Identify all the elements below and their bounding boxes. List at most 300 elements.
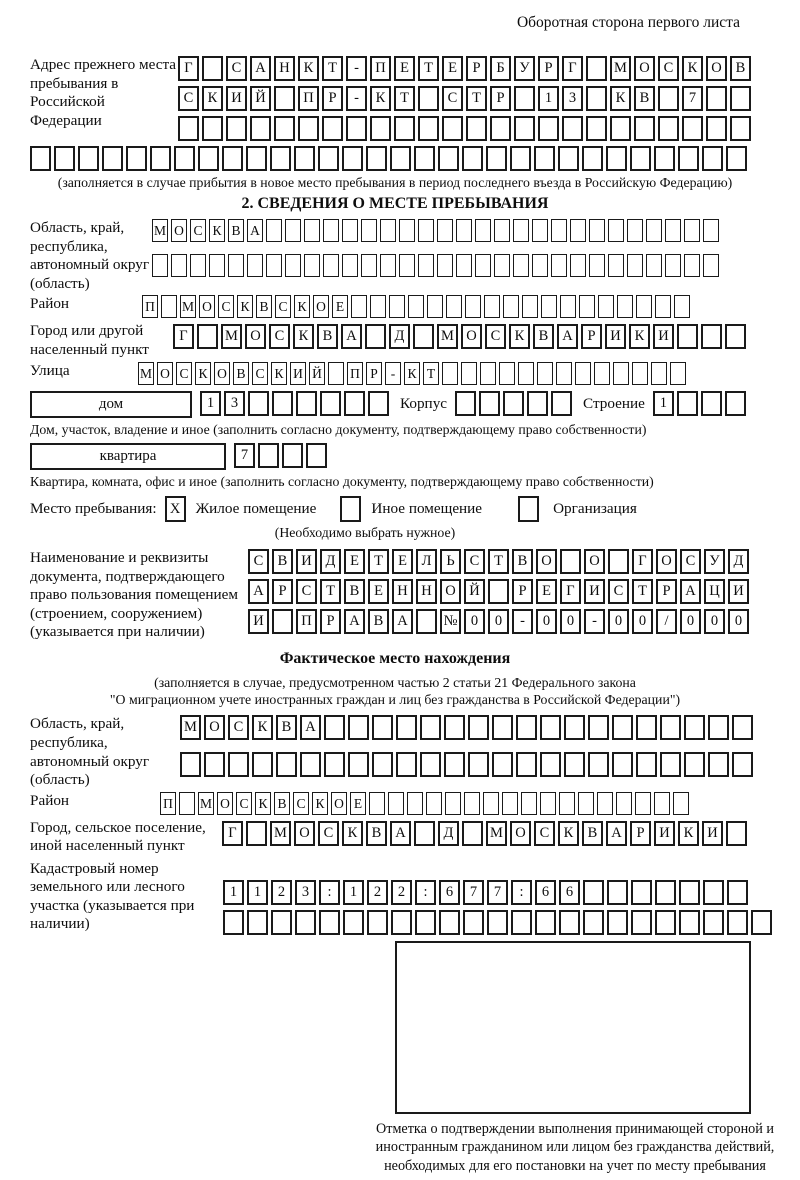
street-label: Улица bbox=[30, 361, 70, 379]
char-cell bbox=[684, 715, 705, 740]
prev-address-row-full bbox=[30, 146, 760, 171]
char-cell bbox=[562, 116, 583, 141]
char-cell bbox=[54, 146, 75, 171]
char-cell: И bbox=[226, 86, 247, 111]
char-cell: - bbox=[385, 362, 401, 385]
char-cell: 3 bbox=[224, 391, 245, 416]
char-cell: С bbox=[226, 56, 247, 81]
char-cell bbox=[487, 910, 508, 935]
char-cell: 0 bbox=[560, 609, 581, 634]
char-cell: Н bbox=[274, 56, 295, 81]
char-cell: Р bbox=[512, 579, 533, 604]
char-cell bbox=[684, 219, 700, 242]
char-cell: Т bbox=[466, 86, 487, 111]
char-cell: К bbox=[252, 715, 273, 740]
char-cell: Р bbox=[320, 609, 341, 634]
char-cell bbox=[701, 324, 722, 349]
char-cell: К bbox=[610, 86, 631, 111]
region-row-2 bbox=[152, 254, 760, 277]
char-cell bbox=[465, 295, 481, 318]
char-cell bbox=[488, 579, 509, 604]
district3-label: Район bbox=[30, 791, 70, 809]
char-cell: Н bbox=[392, 579, 413, 604]
district3-cells bbox=[160, 792, 692, 815]
char-cell: О bbox=[461, 324, 482, 349]
char-cell: М bbox=[437, 324, 458, 349]
char-cell bbox=[703, 910, 724, 935]
region-label: Область, край, республика, автономный округ (область) bbox=[30, 219, 150, 292]
char-cell: М bbox=[180, 715, 201, 740]
char-cell: С bbox=[296, 579, 317, 604]
char-cell: Е bbox=[368, 579, 389, 604]
char-cell: Й bbox=[309, 362, 325, 385]
char-cell: О bbox=[294, 821, 315, 846]
char-cell bbox=[570, 254, 586, 277]
char-cell bbox=[348, 752, 369, 777]
char-cell bbox=[483, 792, 499, 815]
char-cell bbox=[631, 880, 652, 905]
char-cell bbox=[368, 391, 389, 416]
char-cell: О bbox=[440, 579, 461, 604]
char-cell bbox=[654, 792, 670, 815]
char-cell bbox=[361, 254, 377, 277]
char-cell bbox=[372, 715, 393, 740]
char-cell: Т bbox=[488, 549, 509, 574]
char-cell: Н bbox=[416, 579, 437, 604]
char-cell: И bbox=[248, 609, 269, 634]
char-cell: К bbox=[237, 295, 253, 318]
char-cell: В bbox=[512, 549, 533, 574]
stroenie-cells bbox=[653, 391, 749, 416]
char-cell bbox=[274, 86, 295, 111]
char-cell bbox=[677, 391, 698, 416]
char-cell bbox=[588, 715, 609, 740]
char-cell: К bbox=[370, 86, 391, 111]
char-cell bbox=[670, 362, 686, 385]
char-cell bbox=[632, 362, 648, 385]
char-cell: М bbox=[152, 219, 168, 242]
char-cell bbox=[540, 752, 561, 777]
char-cell bbox=[582, 146, 603, 171]
char-cell bbox=[732, 752, 753, 777]
char-cell bbox=[446, 295, 462, 318]
char-cell: П bbox=[142, 295, 158, 318]
char-cell: С bbox=[269, 324, 290, 349]
char-cell bbox=[396, 752, 417, 777]
char-cell: В bbox=[228, 219, 244, 242]
street-row bbox=[30, 362, 760, 385]
char-cell: Д bbox=[389, 324, 410, 349]
char-cell bbox=[343, 910, 364, 935]
char-cell: П bbox=[298, 86, 319, 111]
region-row-1 bbox=[152, 219, 760, 242]
char-cell bbox=[342, 254, 358, 277]
region-grid bbox=[152, 219, 760, 277]
char-cell bbox=[673, 792, 689, 815]
char-cell bbox=[461, 362, 477, 385]
house-cells bbox=[200, 391, 392, 416]
char-cell bbox=[418, 219, 434, 242]
char-cell bbox=[586, 116, 607, 141]
char-cell bbox=[583, 880, 604, 905]
char-cell bbox=[222, 146, 243, 171]
char-cell: В bbox=[256, 295, 272, 318]
char-cell bbox=[575, 362, 591, 385]
char-cell: С bbox=[248, 549, 269, 574]
char-cell: К bbox=[509, 324, 530, 349]
char-cell: О bbox=[171, 219, 187, 242]
char-cell bbox=[413, 324, 434, 349]
char-cell: Р bbox=[538, 56, 559, 81]
char-cell bbox=[102, 146, 123, 171]
char-cell: 6 bbox=[535, 880, 556, 905]
char-cell bbox=[560, 549, 581, 574]
char-cell bbox=[631, 910, 652, 935]
char-cell bbox=[370, 116, 391, 141]
char-cell bbox=[464, 792, 480, 815]
char-cell: Г bbox=[632, 549, 653, 574]
char-cell: О bbox=[204, 715, 225, 740]
char-cell: К bbox=[293, 324, 314, 349]
char-cell: 0 bbox=[536, 609, 557, 634]
char-cell bbox=[372, 752, 393, 777]
char-cell bbox=[532, 254, 548, 277]
char-cell bbox=[418, 116, 439, 141]
cadastre-grid bbox=[223, 880, 775, 935]
char-cell: К bbox=[298, 56, 319, 81]
char-cell bbox=[479, 391, 500, 416]
char-cell bbox=[319, 910, 340, 935]
char-cell bbox=[583, 910, 604, 935]
char-cell bbox=[636, 715, 657, 740]
char-cell bbox=[438, 146, 459, 171]
char-cell: Д bbox=[438, 821, 459, 846]
char-cell bbox=[703, 880, 724, 905]
char-cell bbox=[510, 146, 531, 171]
char-cell: Р bbox=[272, 579, 293, 604]
char-cell bbox=[610, 116, 631, 141]
region-block bbox=[30, 219, 760, 293]
char-cell: Ь bbox=[440, 549, 461, 574]
char-cell: Г bbox=[560, 579, 581, 604]
char-cell bbox=[396, 715, 417, 740]
char-cell: Г bbox=[178, 56, 199, 81]
char-cell bbox=[228, 254, 244, 277]
char-cell bbox=[250, 116, 271, 141]
char-cell bbox=[540, 715, 561, 740]
district3-row bbox=[30, 792, 760, 815]
char-cell bbox=[630, 146, 651, 171]
char-cell bbox=[678, 146, 699, 171]
char-cell bbox=[462, 146, 483, 171]
char-cell: Д bbox=[320, 549, 341, 574]
char-cell bbox=[703, 254, 719, 277]
char-cell bbox=[442, 362, 458, 385]
char-cell bbox=[598, 295, 614, 318]
char-cell bbox=[494, 219, 510, 242]
char-cell bbox=[271, 910, 292, 935]
char-cell bbox=[612, 715, 633, 740]
char-cell bbox=[726, 146, 747, 171]
char-cell bbox=[708, 715, 729, 740]
char-cell bbox=[178, 116, 199, 141]
char-cell bbox=[682, 116, 703, 141]
char-cell bbox=[612, 752, 633, 777]
char-cell bbox=[420, 752, 441, 777]
char-cell bbox=[677, 324, 698, 349]
char-cell bbox=[586, 86, 607, 111]
char-cell: Г bbox=[173, 324, 194, 349]
char-cell: С bbox=[464, 549, 485, 574]
char-cell bbox=[468, 752, 489, 777]
char-cell: Й bbox=[464, 579, 485, 604]
char-cell: С bbox=[608, 579, 629, 604]
stay-type-row bbox=[30, 496, 760, 522]
char-cell bbox=[551, 391, 572, 416]
char-cell bbox=[226, 116, 247, 141]
char-cell bbox=[388, 792, 404, 815]
char-cell: Е bbox=[392, 549, 413, 574]
char-cell bbox=[342, 146, 363, 171]
char-cell bbox=[415, 910, 436, 935]
char-cell bbox=[150, 146, 171, 171]
city-cells bbox=[173, 324, 749, 349]
char-cell bbox=[427, 295, 443, 318]
char-cell bbox=[579, 295, 595, 318]
char-cell bbox=[541, 295, 557, 318]
char-cell: Р bbox=[581, 324, 602, 349]
stroenie-label: Строение bbox=[583, 394, 645, 412]
char-cell: / bbox=[656, 609, 677, 634]
char-cell bbox=[247, 254, 263, 277]
char-cell bbox=[732, 715, 753, 740]
char-cell: С bbox=[293, 792, 309, 815]
prev-address-block bbox=[30, 56, 760, 141]
house-row bbox=[30, 391, 760, 418]
char-cell bbox=[456, 219, 472, 242]
char-cell bbox=[323, 254, 339, 277]
char-cell: С bbox=[534, 821, 555, 846]
char-cell bbox=[174, 146, 195, 171]
char-cell bbox=[365, 324, 386, 349]
char-cell bbox=[511, 910, 532, 935]
char-cell: М bbox=[198, 792, 214, 815]
char-cell: 0 bbox=[632, 609, 653, 634]
char-cell: О bbox=[656, 549, 677, 574]
char-cell bbox=[318, 146, 339, 171]
char-cell bbox=[606, 146, 627, 171]
char-cell: И bbox=[296, 549, 317, 574]
char-cell bbox=[570, 219, 586, 242]
char-cell bbox=[560, 295, 576, 318]
prev-address-row-1 bbox=[178, 56, 760, 81]
char-cell bbox=[390, 146, 411, 171]
char-cell: К bbox=[342, 821, 363, 846]
char-cell bbox=[534, 146, 555, 171]
stamp-box bbox=[395, 941, 751, 1114]
char-cell: В bbox=[274, 792, 290, 815]
char-cell bbox=[399, 219, 415, 242]
char-cell: Р bbox=[366, 362, 382, 385]
char-cell: О bbox=[199, 295, 215, 318]
char-cell bbox=[537, 362, 553, 385]
char-cell bbox=[635, 792, 651, 815]
char-cell: А bbox=[248, 579, 269, 604]
char-cell bbox=[328, 362, 344, 385]
stamp-area bbox=[355, 941, 795, 1176]
char-cell bbox=[444, 715, 465, 740]
char-cell: В bbox=[233, 362, 249, 385]
char-cell: В bbox=[730, 56, 751, 81]
char-cell bbox=[513, 254, 529, 277]
char-cell bbox=[462, 821, 483, 846]
char-cell bbox=[171, 254, 187, 277]
char-cell: 7 bbox=[234, 443, 255, 468]
char-cell: 1 bbox=[247, 880, 268, 905]
char-cell bbox=[521, 792, 537, 815]
char-cell bbox=[518, 362, 534, 385]
char-cell bbox=[684, 254, 700, 277]
char-cell bbox=[276, 752, 297, 777]
char-cell: Г bbox=[562, 56, 583, 81]
apartment-caption: Квартира, комната, офис и иное (заполнить согласно документу, подтверждающему право собственности) bbox=[30, 473, 654, 489]
char-cell bbox=[266, 219, 282, 242]
char-cell bbox=[304, 254, 320, 277]
char-cell bbox=[486, 146, 507, 171]
stay-option-organization-label: Организация bbox=[553, 500, 637, 518]
char-cell: П bbox=[160, 792, 176, 815]
char-cell: М bbox=[270, 821, 291, 846]
char-cell: : bbox=[415, 880, 436, 905]
char-cell: В bbox=[366, 821, 387, 846]
char-cell: И bbox=[654, 821, 675, 846]
char-cell bbox=[198, 146, 219, 171]
char-cell bbox=[416, 609, 437, 634]
char-cell bbox=[475, 219, 491, 242]
char-cell: С bbox=[178, 86, 199, 111]
char-cell: - bbox=[512, 609, 533, 634]
char-cell bbox=[298, 116, 319, 141]
char-cell: В bbox=[317, 324, 338, 349]
cadastre-label: Кадастровый номер земельного или лесного участка (указывается при наличии) bbox=[30, 859, 195, 933]
doc-row-2 bbox=[248, 579, 760, 604]
char-cell bbox=[727, 910, 748, 935]
char-cell: Д bbox=[728, 549, 749, 574]
char-cell: К bbox=[294, 295, 310, 318]
char-cell bbox=[300, 752, 321, 777]
char-cell bbox=[414, 821, 435, 846]
char-cell bbox=[367, 910, 388, 935]
char-cell: 7 bbox=[463, 880, 484, 905]
char-cell bbox=[391, 910, 412, 935]
char-cell: К bbox=[202, 86, 223, 111]
char-cell bbox=[492, 715, 513, 740]
char-cell: А bbox=[250, 56, 271, 81]
char-cell: А bbox=[341, 324, 362, 349]
char-cell: А bbox=[247, 219, 263, 242]
char-cell bbox=[246, 146, 267, 171]
char-cell: С bbox=[485, 324, 506, 349]
char-cell: С bbox=[275, 295, 291, 318]
char-cell: С bbox=[236, 792, 252, 815]
char-cell: В bbox=[272, 549, 293, 574]
char-cell: В bbox=[634, 86, 655, 111]
char-cell bbox=[551, 219, 567, 242]
char-cell: М bbox=[221, 324, 242, 349]
char-cell bbox=[706, 116, 727, 141]
char-cell bbox=[502, 792, 518, 815]
char-cell bbox=[228, 752, 249, 777]
char-cell: 0 bbox=[728, 609, 749, 634]
char-cell: П bbox=[296, 609, 317, 634]
char-cell bbox=[348, 715, 369, 740]
char-cell bbox=[726, 821, 747, 846]
char-cell bbox=[180, 752, 201, 777]
char-cell: В bbox=[582, 821, 603, 846]
char-cell: И bbox=[290, 362, 306, 385]
region3-block bbox=[30, 715, 760, 789]
char-cell bbox=[516, 752, 537, 777]
char-cell bbox=[342, 219, 358, 242]
char-cell bbox=[589, 254, 605, 277]
char-cell bbox=[551, 254, 567, 277]
char-cell: 0 bbox=[704, 609, 725, 634]
char-cell bbox=[408, 295, 424, 318]
char-cell bbox=[247, 910, 268, 935]
char-cell bbox=[380, 219, 396, 242]
city3-label: Город, сельское поселение, иной населенный пункт bbox=[30, 818, 206, 855]
char-cell: Е bbox=[332, 295, 348, 318]
char-cell bbox=[437, 254, 453, 277]
char-cell: - bbox=[346, 86, 367, 111]
char-cell bbox=[730, 116, 751, 141]
char-cell: 0 bbox=[464, 609, 485, 634]
apartment-cells bbox=[234, 443, 330, 468]
city3-cells bbox=[222, 821, 750, 846]
char-cell bbox=[190, 254, 206, 277]
char-cell bbox=[564, 715, 585, 740]
char-cell: И bbox=[702, 821, 723, 846]
char-cell bbox=[202, 56, 223, 81]
house-box: дом bbox=[30, 391, 192, 418]
char-cell bbox=[751, 910, 772, 935]
char-cell bbox=[306, 443, 327, 468]
char-cell bbox=[725, 324, 746, 349]
char-cell: Т bbox=[368, 549, 389, 574]
char-cell bbox=[503, 295, 519, 318]
char-cell bbox=[126, 146, 147, 171]
char-cell: К bbox=[678, 821, 699, 846]
stay-type-label: Место пребывания: bbox=[30, 500, 157, 518]
char-cell: С bbox=[680, 549, 701, 574]
char-cell bbox=[369, 792, 385, 815]
char-cell bbox=[586, 56, 607, 81]
char-cell bbox=[708, 752, 729, 777]
char-cell bbox=[285, 254, 301, 277]
char-cell bbox=[399, 254, 415, 277]
doc-block bbox=[30, 549, 760, 642]
char-cell: Е bbox=[350, 792, 366, 815]
char-cell: К bbox=[271, 362, 287, 385]
char-cell: Л bbox=[416, 549, 437, 574]
region3-row-1 bbox=[180, 715, 760, 740]
char-cell bbox=[559, 910, 580, 935]
char-cell: 2 bbox=[367, 880, 388, 905]
char-cell: 1 bbox=[223, 880, 244, 905]
char-cell: 7 bbox=[682, 86, 703, 111]
char-cell bbox=[616, 792, 632, 815]
char-cell bbox=[608, 219, 624, 242]
